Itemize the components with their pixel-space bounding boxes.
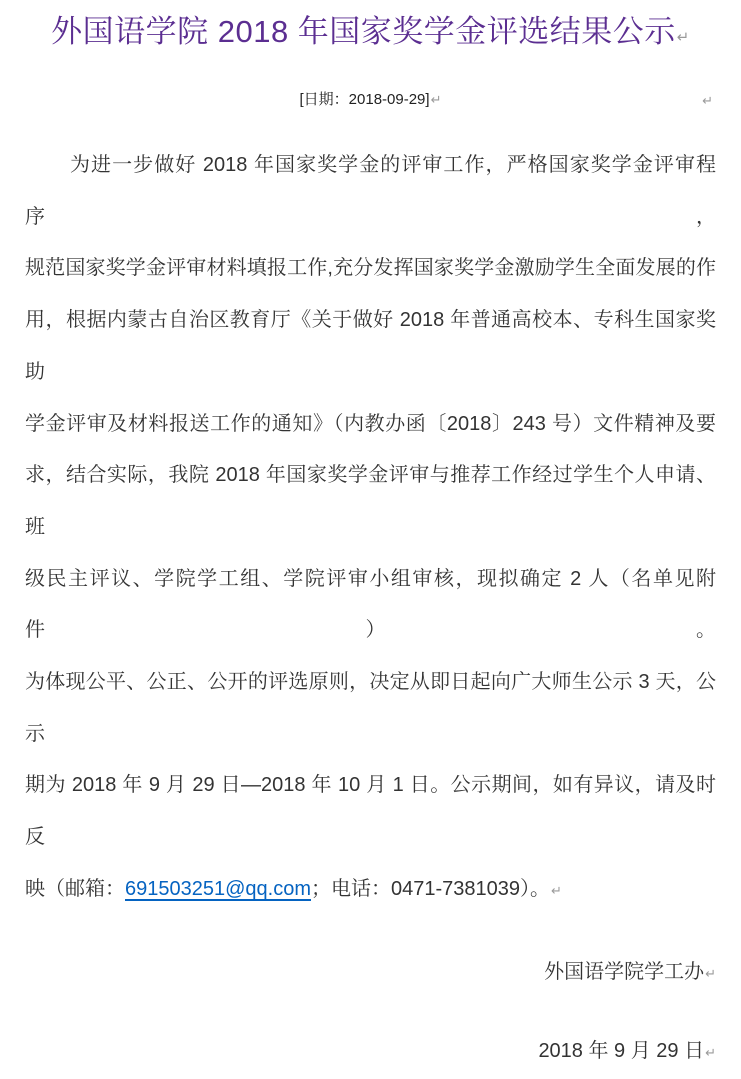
- body-line: 规范国家奖学金评审材料填报工作,充分发挥国家奖学金激励学生全面发展的作: [25, 257, 716, 280]
- body-line: 级民主评议、学院学工组、学院评审小组审核，现拟确定 2 人（名单见附件）。: [25, 567, 716, 642]
- body-line: 期为 2018 年 9 月 29 日—2018 年 10 月 1 日。公示期间，如有异议，请及时反: [25, 774, 716, 849]
- signature-line: [0, 946, 716, 1000]
- paragraph-mark-icon: ↵: [551, 882, 562, 898]
- paragraph-mark-icon: ↵: [705, 1044, 716, 1060]
- body-line: 求，结合实际，我院 2018 年国家奖学金评审与推荐工作经过学生个人申请、班: [25, 464, 716, 538]
- signature-date-text: 2018 年 9 月 29 日: [538, 1039, 705, 1062]
- body-line: 为体现公平、公正、公开的评选原则，决定从即日起向广大师生公示 3 天，公示: [25, 671, 716, 745]
- page-title-text: 外国语学院 2018 年国家奖学金评选结果公示: [51, 14, 676, 49]
- contact-suffix-text: ；电话：0471-7381039）。: [311, 877, 551, 900]
- body-line: 用，根据内蒙古自治区教育厅《关于做好 2018 年普通高校本、专科生国家奖助: [25, 309, 716, 383]
- paragraph-mark-icon: ↵: [705, 965, 716, 981]
- body-line-contact: [25, 864, 716, 917]
- body-line: 为进一步做好 2018 年国家奖学金的评审工作，严格国家奖学金评审程序，: [25, 154, 716, 228]
- paragraph-mark-icon: ↵: [430, 92, 442, 107]
- announcement-document: [0, 10, 741, 1062]
- contact-prefix-text: 映（邮箱：: [25, 877, 125, 900]
- paragraph-mark-icon: ↵: [676, 29, 690, 46]
- announcement-body: [25, 140, 716, 917]
- body-line: 学金评审及材料报送工作的通知》（内教办函〔2018〕243 号）文件精神及要: [25, 412, 716, 435]
- signature-text: 外国语学院学工办: [544, 960, 705, 983]
- publish-date: [日期：2018-09-29]: [299, 91, 430, 108]
- publish-date-line: [0, 90, 741, 110]
- email-link[interactable]: 691503251@qq.com: [125, 877, 311, 900]
- page-title: [0, 10, 741, 60]
- paragraph-mark-icon: ↵: [702, 93, 713, 108]
- signature-date-line: [0, 1025, 716, 1079]
